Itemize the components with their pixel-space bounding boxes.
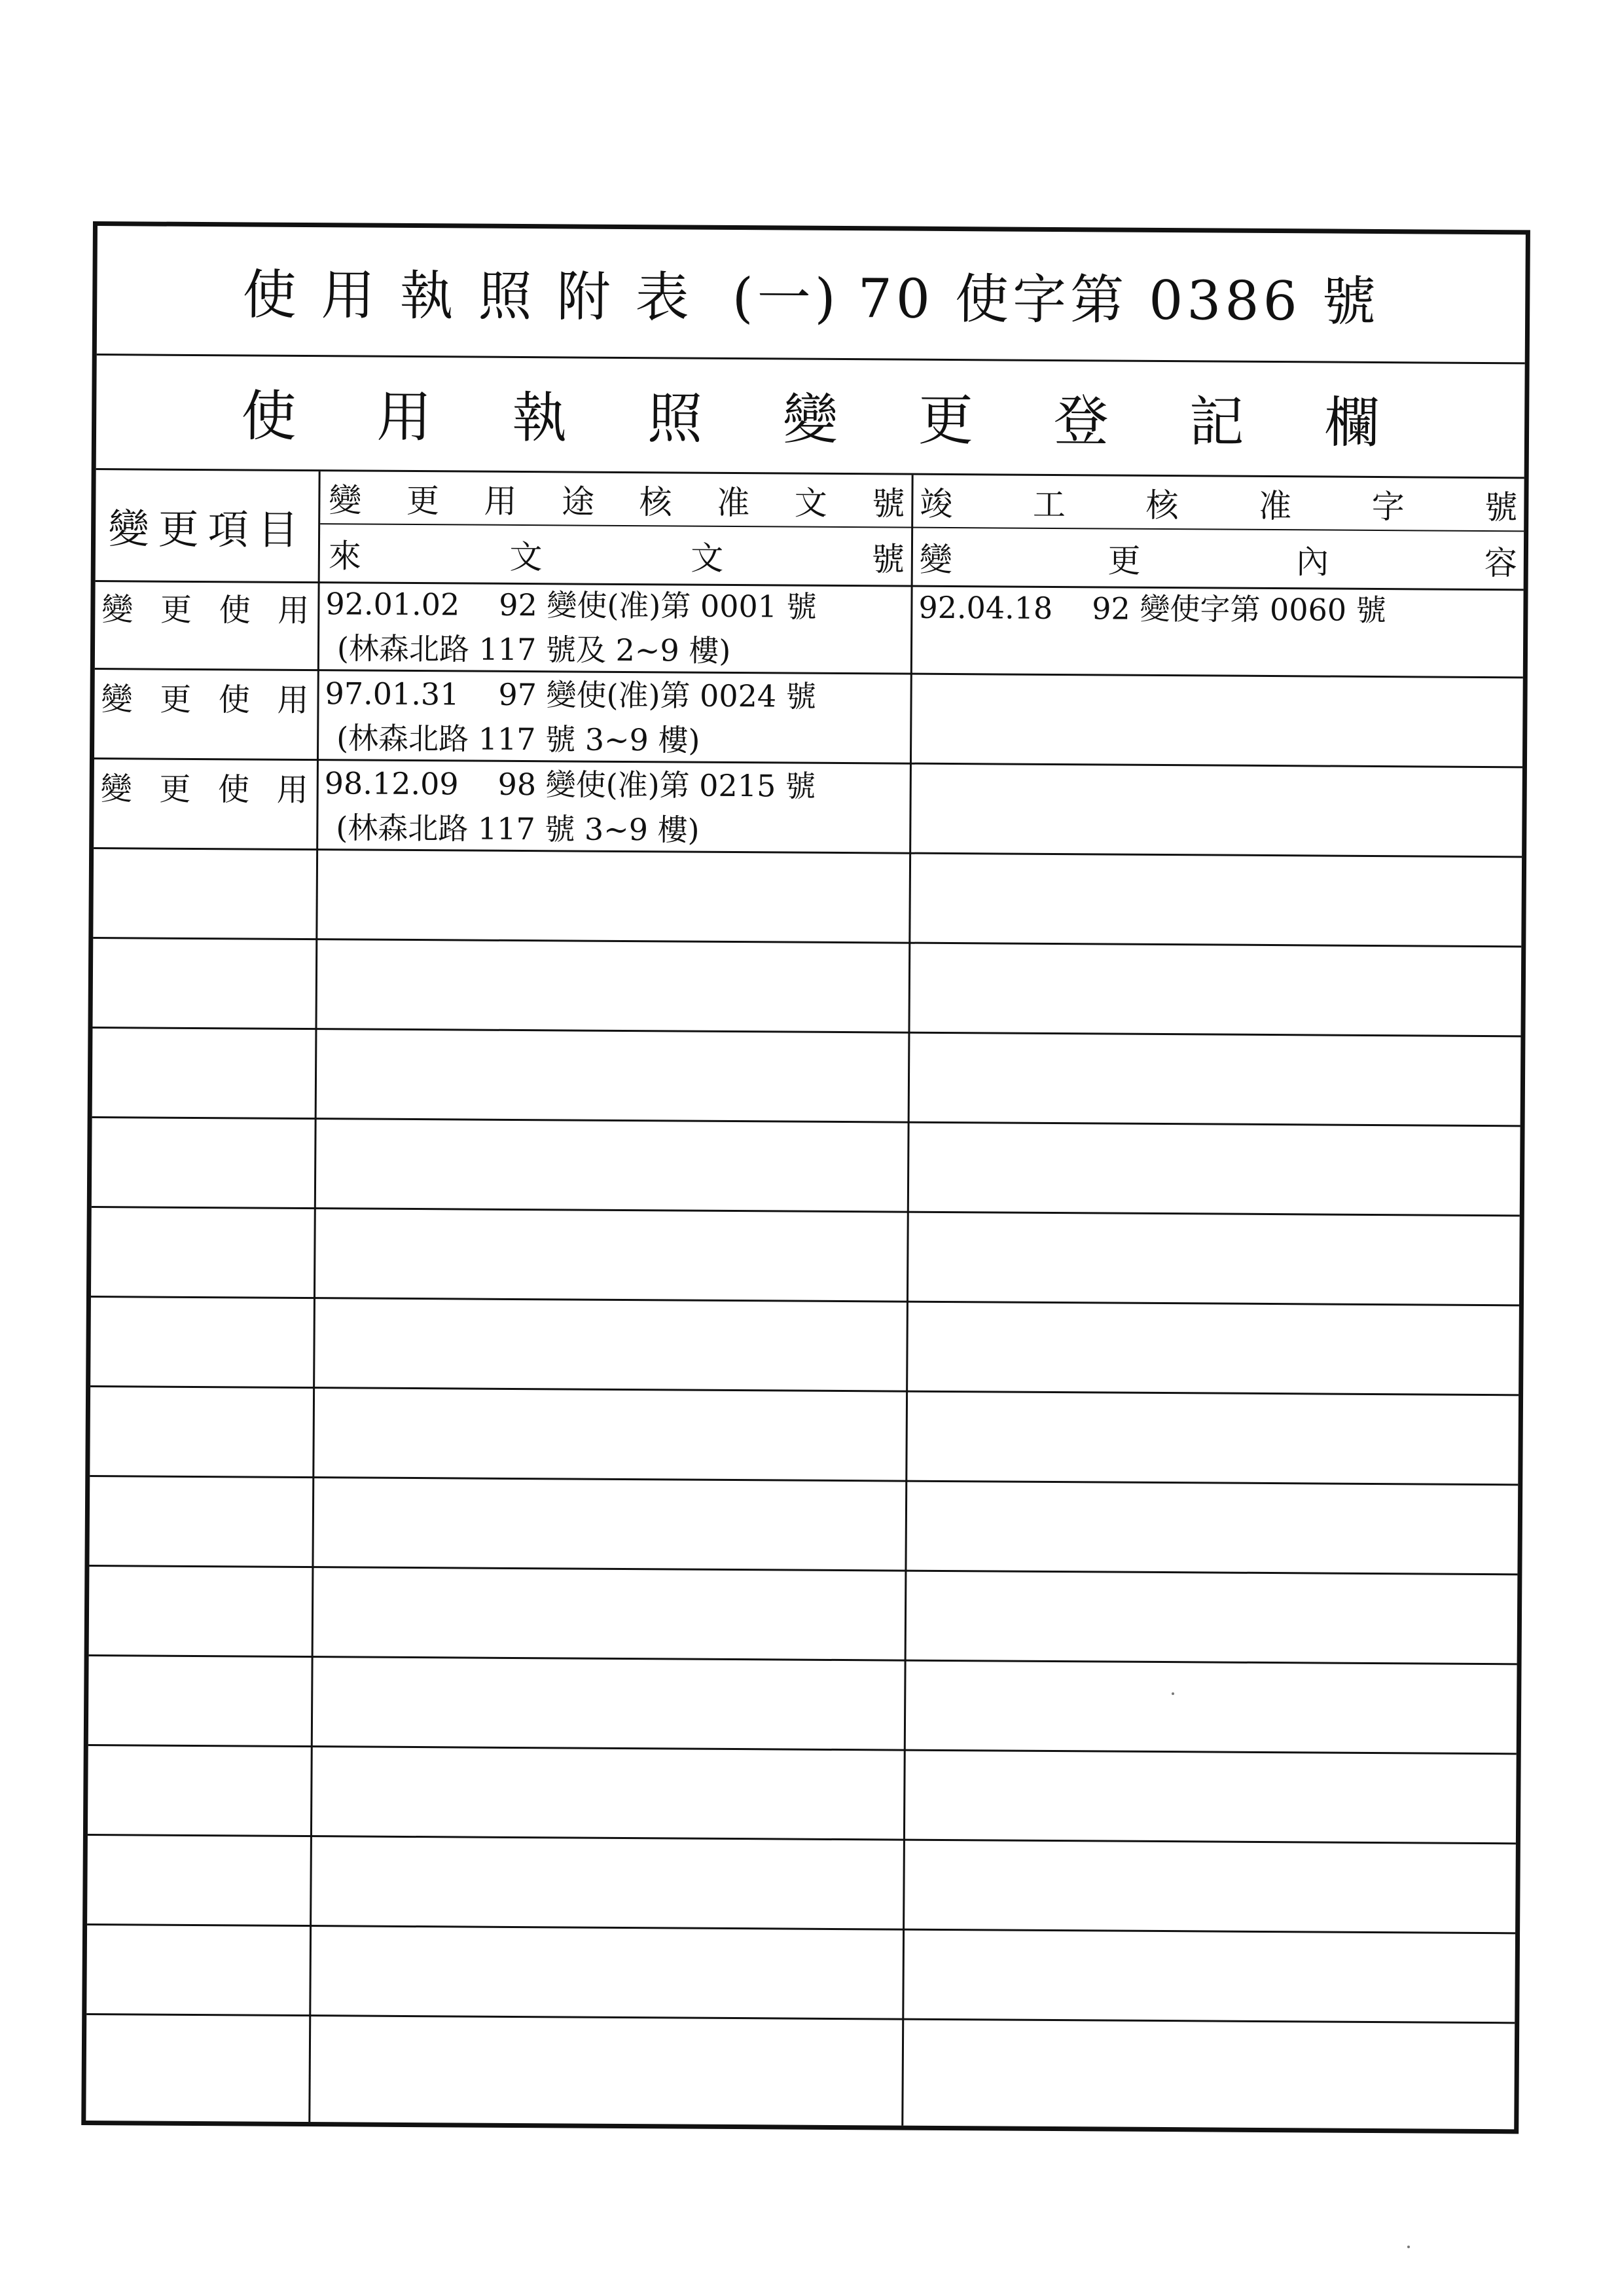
- form-title: [97, 226, 1526, 364]
- header-change-content: [913, 528, 1524, 589]
- approval-date: 97.01.31: [325, 676, 459, 712]
- header-char: 文: [794, 484, 827, 522]
- empty-table-row: [88, 1746, 1517, 1844]
- subtitle-char: 欄: [1324, 390, 1380, 456]
- approval-note: (林森北路 117 號 3~9 樓): [336, 720, 700, 758]
- subtitle-char: 用: [376, 384, 432, 450]
- empty-table-row: [90, 1298, 1519, 1396]
- header-completion-ref: [913, 475, 1524, 531]
- change-item-char: 更: [160, 591, 192, 629]
- empty-table-row: [89, 1477, 1518, 1575]
- change-item-char: 更: [159, 771, 191, 808]
- table-row: [95, 580, 1524, 678]
- header-char: 核: [1145, 486, 1179, 524]
- approval-note: (林森北路 117 號及 2~9 樓): [336, 630, 731, 668]
- completion-date: 92.04.18: [918, 589, 1053, 626]
- record-table: [86, 470, 1524, 2129]
- change-item-cell: [94, 674, 319, 720]
- header-approval-ref: [322, 471, 911, 526]
- approval-note: (林森北路 117 號 3~9 樓): [336, 810, 700, 848]
- header-char: 途: [561, 482, 595, 521]
- change-item-char: 使: [217, 771, 250, 809]
- change-item-char: 使: [218, 682, 251, 719]
- approval-ref-line: [325, 761, 907, 809]
- header-change-item: 變更項目: [108, 504, 308, 554]
- approval-number: 98 變使(准)第 0215 號: [497, 766, 816, 804]
- header-char: 號: [872, 484, 905, 523]
- empty-table-row: [90, 1387, 1519, 1485]
- change-item-char: 用: [277, 682, 309, 720]
- empty-table-row: [92, 939, 1521, 1037]
- change-item-char: 變: [100, 771, 132, 808]
- change-item-char: 變: [101, 681, 133, 718]
- subtitle-char: 記: [1189, 390, 1245, 454]
- header-char: 內: [1295, 542, 1329, 581]
- header-char: 來: [328, 536, 362, 575]
- empty-table-row: [86, 2015, 1515, 2113]
- subtitle-char: 更: [918, 388, 974, 453]
- subtitle-char: 變: [782, 387, 838, 452]
- change-item-char: 用: [278, 592, 310, 630]
- subtitle-char: 執: [512, 385, 567, 450]
- header-incoming-ref: [322, 524, 912, 585]
- subtitle-char: 登: [1053, 388, 1109, 454]
- subtitle-char: 使: [241, 384, 297, 448]
- form-subtitle: [96, 354, 1525, 479]
- approval-date: 92.01.02: [325, 586, 460, 623]
- permit-number: 70 使字第 0386 號: [857, 268, 1380, 334]
- empty-table-row: [93, 849, 1522, 947]
- subtitle-char: 照: [647, 386, 703, 451]
- completion-number: 92 變使字第 0060 號: [1092, 591, 1386, 629]
- approval-ref-cell: [325, 581, 908, 674]
- approval-number: 92 變使(准)第 0001 號: [499, 587, 817, 625]
- change-item-char: 更: [160, 681, 192, 718]
- empty-table-row: [91, 1208, 1520, 1306]
- completion-cell: [918, 585, 1517, 634]
- change-item-cell: [94, 763, 319, 810]
- header-char: 准: [717, 483, 750, 522]
- change-item-cell: [95, 584, 319, 630]
- empty-table-row: [92, 1029, 1521, 1127]
- approval-ref-line: [325, 581, 908, 629]
- header-char: 號: [871, 539, 905, 579]
- header-char: 准: [1258, 486, 1292, 525]
- registration-form: [81, 221, 1530, 2134]
- title-paren: (一): [732, 266, 840, 330]
- scan-speck: [1407, 2246, 1410, 2248]
- header-char: 變: [919, 540, 953, 579]
- completion-cell: [918, 675, 1516, 723]
- approval-number: 97 變使(准)第 0024 號: [498, 676, 816, 714]
- header-char: 更: [406, 481, 440, 520]
- title-prefix: 使用執照附表: [242, 264, 714, 329]
- header-char: 字: [1371, 487, 1405, 526]
- change-item-char: 用: [276, 771, 308, 809]
- table-row: [94, 670, 1523, 768]
- header-char: 文: [691, 539, 724, 577]
- header-char: 號: [1484, 488, 1518, 526]
- change-item-char: 使: [219, 592, 251, 629]
- approval-ref-cell: [324, 761, 907, 853]
- completion-cell: [918, 765, 1516, 813]
- header-char: 容: [1484, 543, 1517, 582]
- table-row: [94, 759, 1522, 858]
- empty-table-row: [86, 1925, 1515, 2024]
- approval-ref-line: [325, 671, 907, 719]
- empty-table-row: [88, 1656, 1517, 1755]
- header-char: 更: [1107, 541, 1141, 580]
- empty-table-row: [89, 1567, 1518, 1665]
- approval-ref-cell: [325, 671, 908, 763]
- approval-date: 98.12.09: [324, 765, 459, 802]
- table-header: [96, 470, 1524, 591]
- empty-table-row: [87, 1836, 1516, 1934]
- header-char: 核: [639, 483, 672, 521]
- scan-speck: [1172, 1692, 1174, 1695]
- header-char: 變: [329, 481, 362, 520]
- header-char: 用: [484, 482, 517, 520]
- header-char: 竣: [920, 484, 953, 523]
- header-char: 文: [509, 538, 543, 576]
- header-char: 工: [1032, 485, 1066, 524]
- change-item-char: 變: [101, 591, 134, 629]
- empty-table-row: [92, 1118, 1520, 1216]
